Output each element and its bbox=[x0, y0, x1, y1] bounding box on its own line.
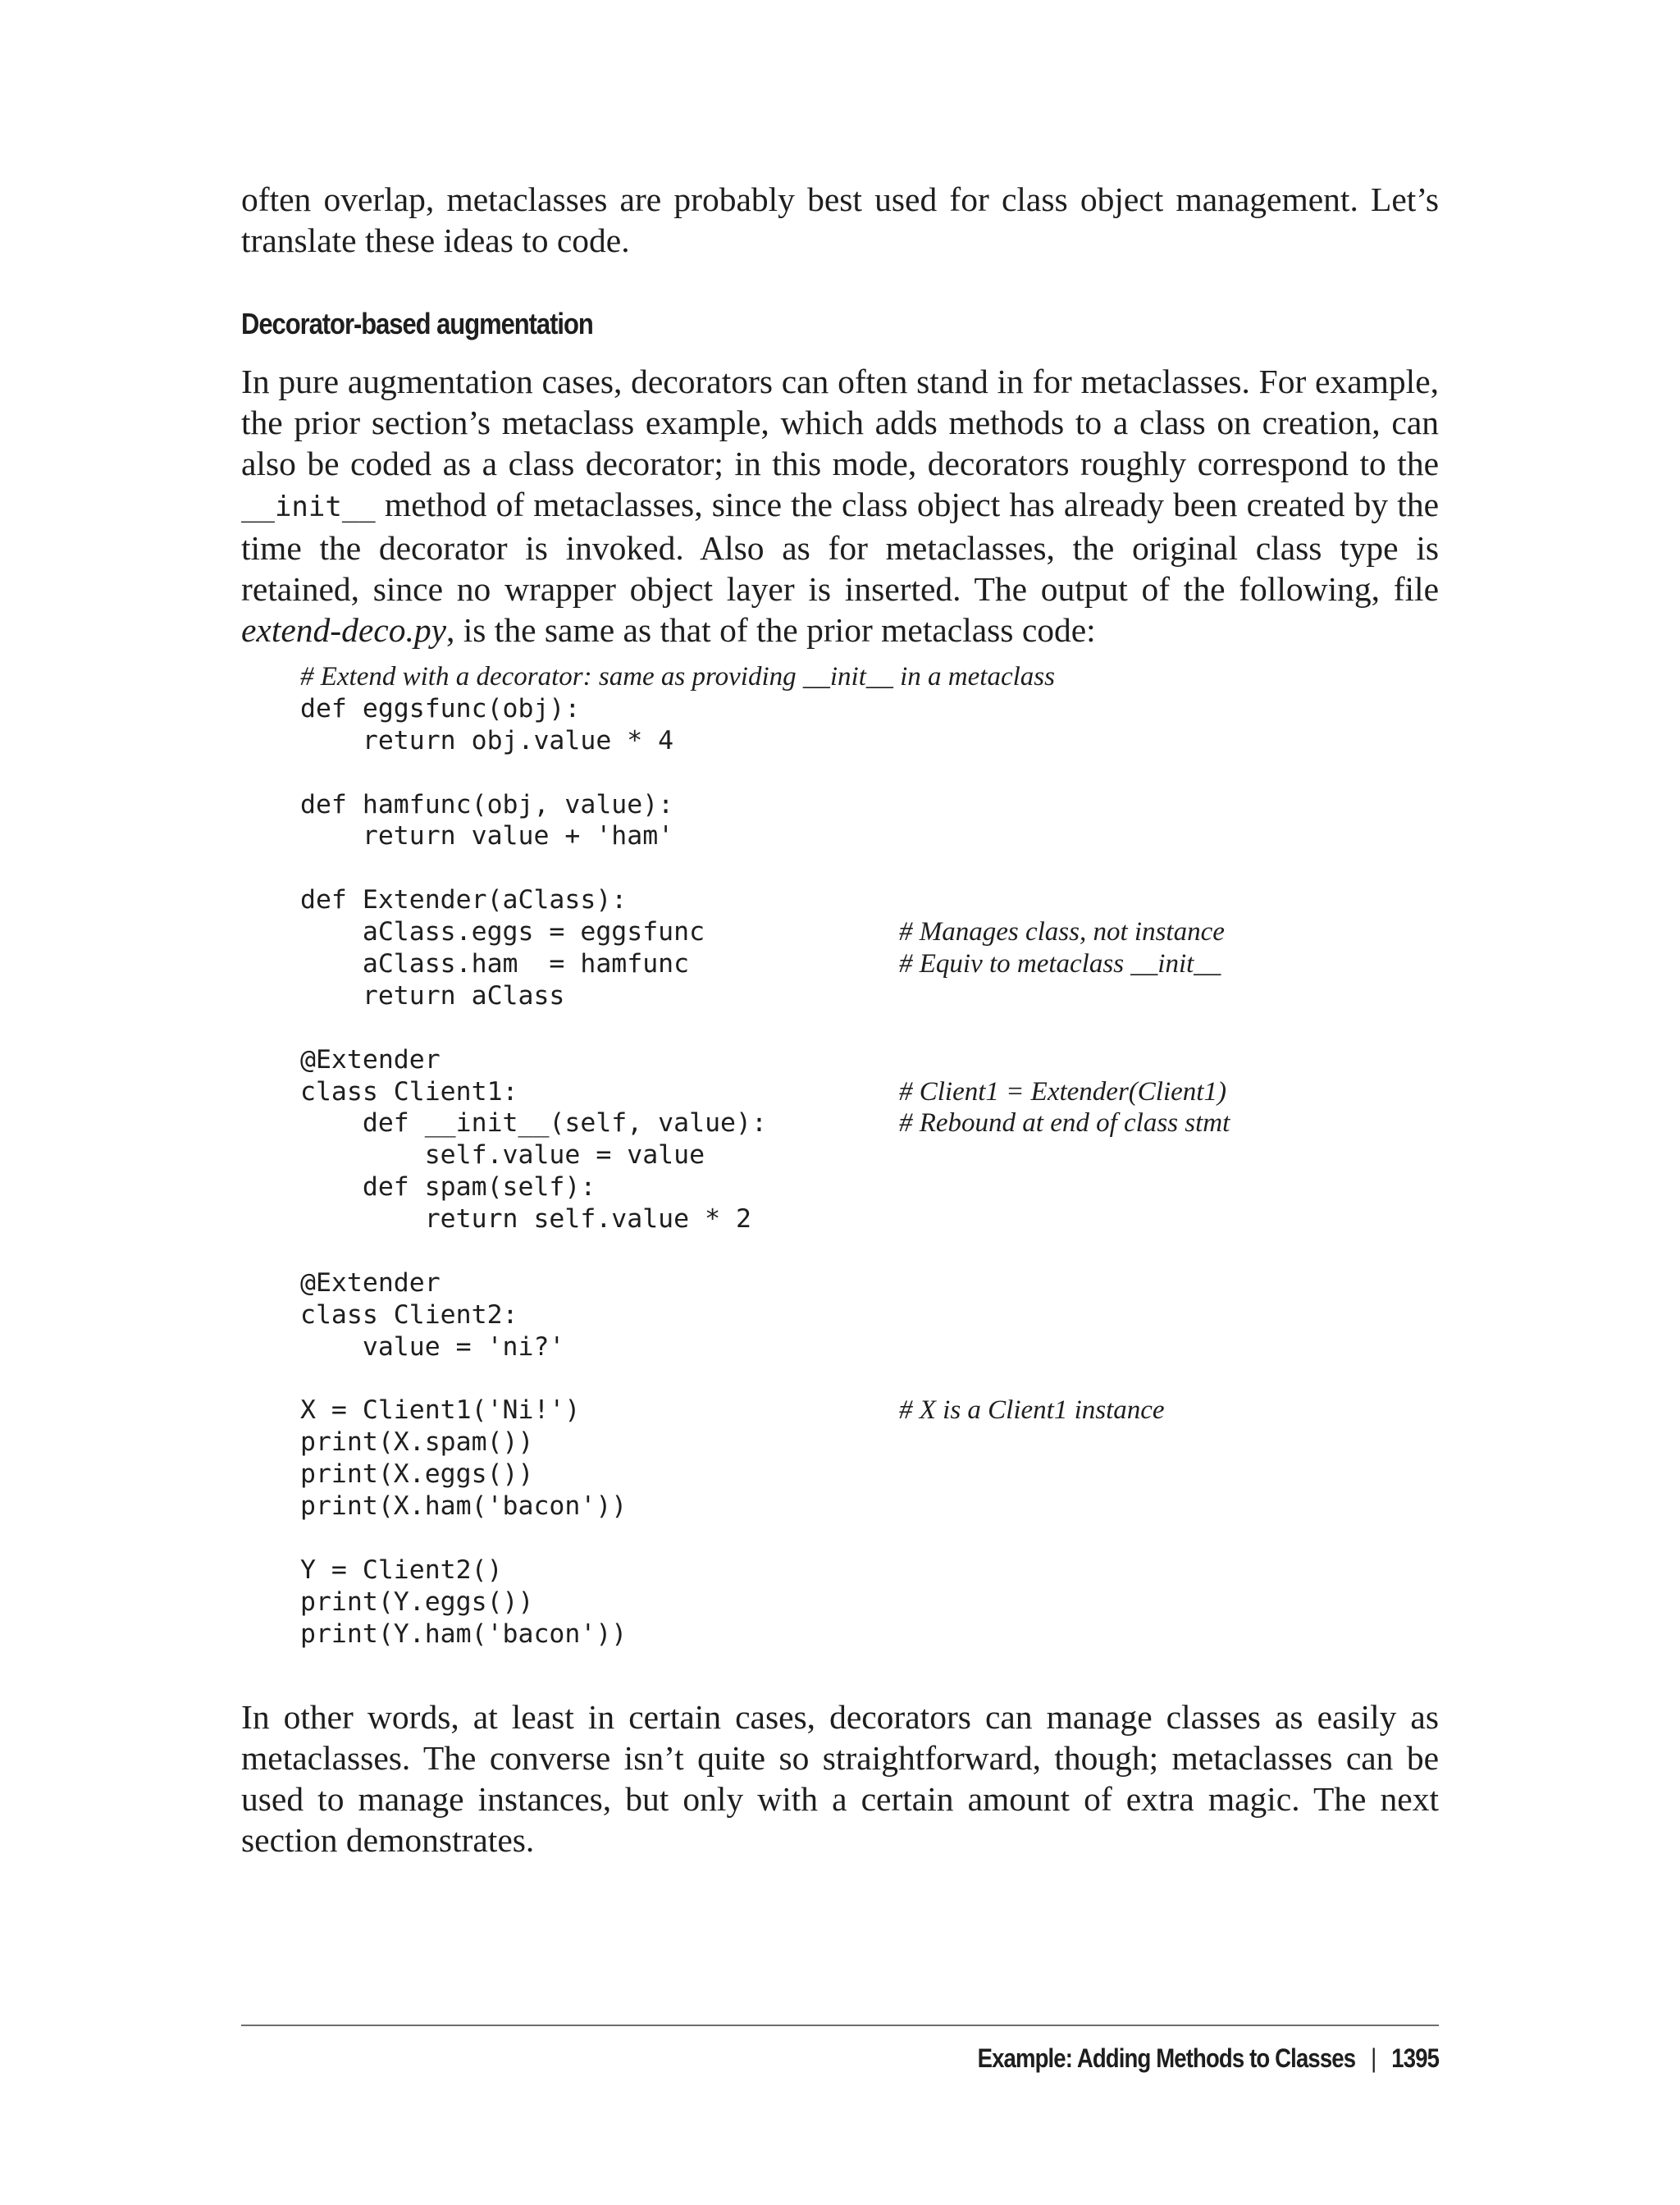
init-code-term: __init__ bbox=[241, 491, 376, 523]
code-text: return obj.value * 4 bbox=[300, 725, 674, 756]
code-text: return aClass bbox=[300, 980, 565, 1011]
code-comment: # Client1 = Extender(Client1) bbox=[899, 1076, 1226, 1107]
code-line bbox=[300, 1044, 1367, 1076]
code-line bbox=[300, 1171, 1367, 1203]
footer-section-title: Example: Adding Methods to Classes bbox=[977, 2043, 1356, 2073]
body-text-part1: In pure augmentation cases, decorators can often stand in for metaclasses. For example, the prior section’s metaclass example, which adds methods to a class on creation, can also be coded as a class decorator; in this mode, decorators roughly correspond to the bbox=[241, 363, 1439, 482]
code-comment: # Equiv to metaclass __init__ bbox=[899, 949, 1221, 979]
code-text: print(Y.ham('bacon')) bbox=[300, 1618, 628, 1649]
code-listing bbox=[300, 661, 1367, 1650]
section-heading: Decorator-based augmentation bbox=[241, 307, 593, 340]
code-text: def spam(self): bbox=[300, 1172, 596, 1203]
code-text: print(X.spam()) bbox=[300, 1427, 534, 1458]
intro-text: often overlap, metaclasses are probably best used for class object management. Let’s translate these ideas to code. bbox=[241, 180, 1439, 259]
footer-rule bbox=[241, 2025, 1439, 2026]
code-text: Y = Client2() bbox=[300, 1554, 503, 1585]
body-text-part3: , is the same as that of the prior metaclass code: bbox=[446, 611, 1096, 649]
closing-paragraph bbox=[241, 1696, 1439, 1860]
code-text: @Extender bbox=[300, 1044, 441, 1075]
code-line bbox=[300, 1107, 1367, 1139]
code-line bbox=[300, 1235, 1367, 1267]
code-comment: # Manages class, not instance bbox=[899, 917, 1225, 947]
code-text: aClass.eggs = eggsfunc bbox=[300, 917, 705, 947]
code-line bbox=[300, 1522, 1367, 1554]
code-line bbox=[300, 948, 1367, 980]
code-line bbox=[300, 1012, 1367, 1044]
code-line bbox=[300, 1491, 1367, 1522]
code-line bbox=[300, 1299, 1367, 1331]
code-text: X = Client1('Ni!') bbox=[300, 1395, 581, 1426]
code-line bbox=[300, 1395, 1367, 1427]
code-line bbox=[300, 916, 1367, 948]
code-comment: # Rebound at end of class stmt bbox=[899, 1108, 1230, 1139]
code-line bbox=[300, 852, 1367, 884]
code-text: def __init__(self, value): bbox=[300, 1108, 767, 1139]
intro-paragraph bbox=[241, 179, 1439, 261]
code-comment: # X is a Client1 instance bbox=[899, 1395, 1165, 1426]
code-text: def eggsfunc(obj): bbox=[300, 693, 581, 724]
code-text: print(X.eggs()) bbox=[300, 1459, 534, 1490]
code-line bbox=[300, 1427, 1367, 1459]
code-line bbox=[300, 693, 1367, 725]
code-text: print(Y.eggs()) bbox=[300, 1586, 534, 1617]
code-text: class Client1: bbox=[300, 1076, 518, 1107]
code-line bbox=[300, 1139, 1367, 1171]
code-line bbox=[300, 1076, 1367, 1108]
page-number: 1395 bbox=[1391, 2043, 1439, 2073]
closing-text: In other words, at least in certain cases, decorators can manage classes as easily as metaclasses. The converse isn’t quite so straightforward, though; metaclasses can be used to manage instances, but only with a certain amount of extra magic. The next section demonstrates. bbox=[241, 1698, 1439, 1859]
code-line bbox=[300, 980, 1367, 1012]
code-text: def hamfunc(obj, value): bbox=[300, 789, 674, 819]
code-line bbox=[300, 884, 1367, 916]
page-footer bbox=[977, 2041, 1439, 2075]
code-text: aClass.ham = hamfunc bbox=[300, 949, 690, 979]
body-paragraph bbox=[241, 361, 1439, 651]
body-text-part2: method of metaclasses, since the class object has already been created by the time the decorator is invoked. Also as for metaclasses, the original class type is retained, since no wrapper object layer is inserted. The output of the following, file bbox=[241, 486, 1439, 608]
code-line bbox=[300, 1554, 1367, 1586]
code-line bbox=[300, 725, 1367, 757]
code-line bbox=[300, 1586, 1367, 1618]
code-line bbox=[300, 661, 1367, 693]
code-text: self.value = value bbox=[300, 1140, 705, 1171]
code-text: print(X.ham('bacon')) bbox=[300, 1491, 628, 1522]
code-text: value = 'ni?' bbox=[300, 1331, 565, 1362]
code-line bbox=[300, 789, 1367, 821]
code-line bbox=[300, 1203, 1367, 1235]
code-text: @Extender bbox=[300, 1267, 441, 1298]
code-text: return self.value * 2 bbox=[300, 1204, 751, 1235]
file-name: extend-deco.py bbox=[241, 611, 446, 649]
code-line bbox=[300, 1331, 1367, 1363]
code-line bbox=[300, 1267, 1367, 1299]
code-text: class Client2: bbox=[300, 1299, 518, 1330]
footer-separator: | bbox=[1371, 2043, 1376, 2073]
code-line bbox=[300, 1618, 1367, 1650]
code-line bbox=[300, 1363, 1367, 1395]
code-header-comment: # Extend with a decorator: same as providing __init__ in a metaclass bbox=[300, 662, 1055, 692]
code-text: def Extender(aClass): bbox=[300, 885, 628, 915]
code-line bbox=[300, 820, 1367, 852]
code-line bbox=[300, 757, 1367, 789]
code-line bbox=[300, 1459, 1367, 1491]
code-text: return value + 'ham' bbox=[300, 821, 674, 851]
